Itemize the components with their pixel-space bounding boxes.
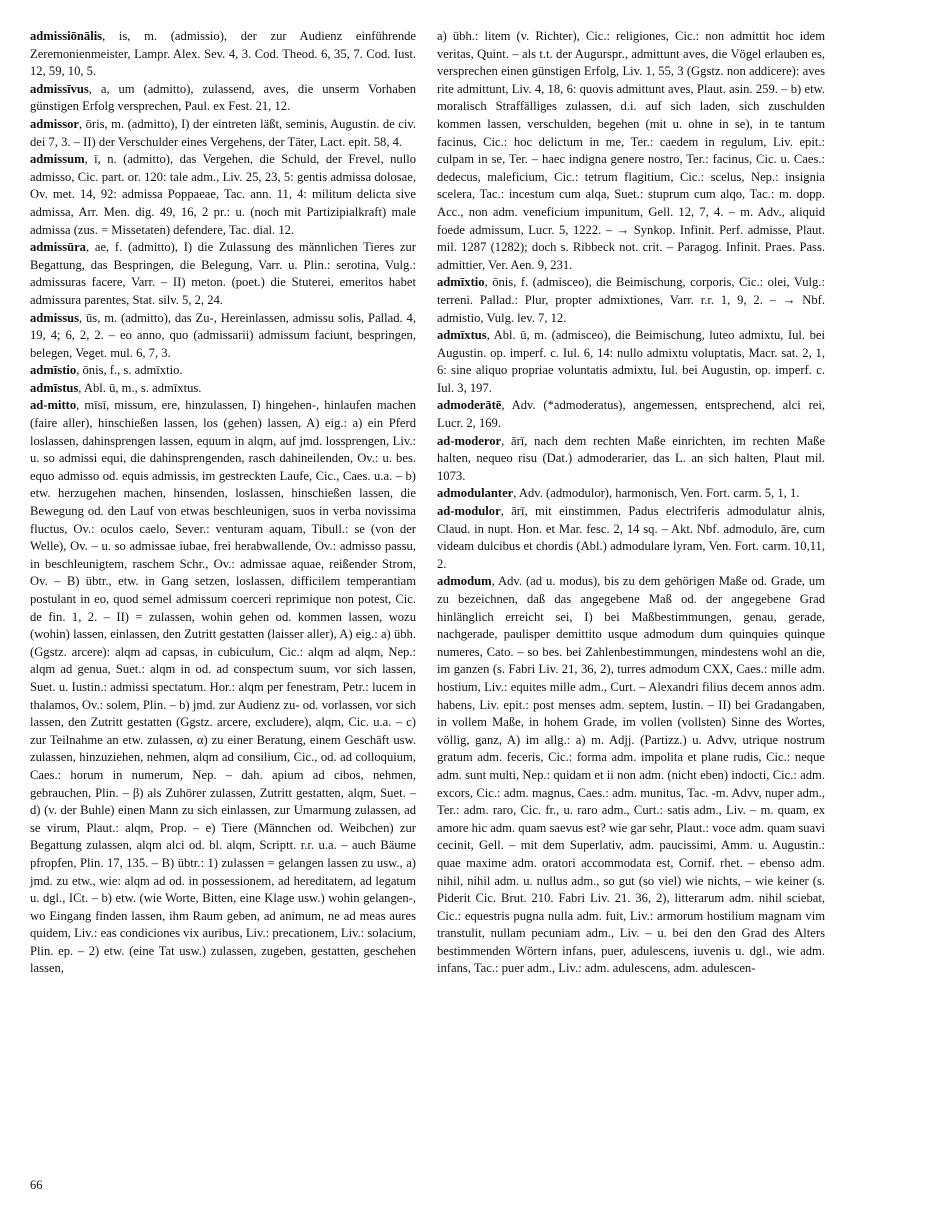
page-number: 66	[30, 1178, 43, 1192]
entry-headword: admissīvus	[30, 81, 89, 96]
entry-headword: admīstio	[30, 363, 77, 378]
entry-headword: admoderātē	[437, 398, 502, 413]
entry-text: , Adv. (ad u. modus), bis zu dem gehörigen Maße od. Grade, um zu bezeichnen, daß das angegebene Maß od. der angegebene Grad hinlänglich erreicht sei, I) bei Maßbestimmungen, genau, gerade, nachgerade, paulisper demittito usque admodum dum quinquies quinque numeres, Cato. – so bes. bei Zahlenbestimmungen, mindestens wohl an die, im ganzen (s. Fabri Liv. 21, 36, 2), turres admodum CXX, Caes.: mille adm. hostium, Liv.: equites mille adm., Curt. – Alexandri filius decem annos adm. habens, Liv. epit.: post menses adm. septem, Iustin. – II) bei Gradangaben, in vollem Maße, in hohem Grade, im vollen (vollsten) Sinne des Wortes, völlig, ganz, A) im allg.: a) m. Adjj. (Partizz.) u. Advv, utrique nostrum gratum adm. feceris, Cic.: forma adm. impolita et plane rudis, Cic.: neque adm. sunt multi, Nep.: quidam et ii non adm. (nicht eben) indocti, Cic.: adm. excors, Cic.: adm. magnus, Caes.: adm. munitus, Tac. -m. Advv, nuper adm., Ter.: adm. raro, Cic. fr., u. raro adm., Curt.: satis adm., Liv. – m. quam, ex amore hic adm. quam saevus est? wie gar sehr, Plaut.: voce adm. quam suavi cecinit, Gell. – mit dem Superlativ, adm. paucissimi, Amm. u. Augustin.: quae maxime adm. oratori accommodata est, Cornif. rhet. – ebenso adm. nihil, nihil adm. u. nullus adm., so gut (so viel) wie nichts, – wie keiner (s. Piderit Cic. Brut. 210. Fabri Liv. 21. 36, 2), litterarum adm. nihil sciebat, Cic.: equestris pugna nulla adm. fuit, Liv.: armorum hostilium magnam vim transtulit, nullam pecuniam adm., Liv. – u. bei den den Grad des Alters bestimmenden Wörtern infans, puer, adulescens, iuvenis u. dgl., wie adm. infans, Tac.: puer adm., Liv.: adm. adulescens, adm. adulescen-	[437, 574, 825, 976]
entry-headword: admīxtus	[437, 328, 487, 343]
dictionary-entry	[30, 81, 416, 116]
dictionary-entry	[30, 362, 416, 380]
dictionary-entry	[30, 28, 416, 81]
dictionary-entry	[30, 151, 416, 239]
entry-headword: admissor	[30, 116, 79, 131]
right-column	[437, 28, 825, 978]
dictionary-entry	[30, 116, 416, 151]
entry-text: , ōris, m. (admitto), I) der eintreten läßt, seminis, Augustin. de civ. dei 7, 3. – II) der Verschulder eines Vergehens, der Täter, Lact. epit. 58, 4.	[30, 116, 416, 149]
entry-headword: ad-modulor	[437, 504, 501, 519]
dictionary-entry	[30, 310, 416, 363]
entry-text: , Adv. (*admoderatus), angemessen, entsprechend, alci rei, Lucr. 2, 169.	[437, 398, 825, 431]
dictionary-entry	[30, 380, 416, 398]
dictionary-entry	[30, 239, 416, 309]
entry-text: , ōnis, f. (admisceo), die Beimischung, corporis, Cic.: olei, Vulg.: terreni. Pallad.: Plur, propter admixtiones, Varr. r.r. 1, 9, 2. – → Nbf. admistio, Vulg. lev. 7, 12.	[437, 275, 825, 325]
entry-text: , a, um (admitto), zulassend, aves, die unserm Vorhaben günstigen Erfolg versprechen, Paul. ex Fest. 21, 12.	[30, 81, 416, 114]
entry-headword: admissūra	[30, 240, 86, 255]
dictionary-entry	[437, 28, 825, 274]
entry-text: , ūs, m. (admitto), das Zu-, Hereinlassen, admissu solis, Pallad. 4, 19, 4; 6, 2, 2. – eo anno, quo (admissarii) admissum faciunt, bespringen, belegen, Veget. mul. 6, 7, 3.	[30, 310, 416, 360]
entry-headword: admodum	[437, 574, 492, 589]
entry-headword: admissum	[30, 152, 85, 167]
entry-headword: admissiōnālis	[30, 29, 103, 43]
entry-text: a) übh.: litem (v. Richter), Cic.: religiones, Cic.: non admittit hoc idem veritas, Quint. – als t.t. der Augurspr., admittunt aves, die Vögel erlauben es, versprechen einen günstigen Erfolg, Liv. 1, 55, 3 (Ggstz. non addicere): aves rite admittunt, Liv. 4, 18, 6: quovis admittunt aves, Plaut. asin. 259. – b) etw. moralisch Straffälliges zulassen, d.i. auf sich laden, sich zuschulden kommen lassen, verschulden, begehen (mit u. ohne in se), in te tantum facinus, Cic.: hoc delictum in me, Ter.: caedem in regulum, Liv. epit.: culpam in se, Ter. – haec indigna genere nostro, Ter.: facinus, Cic. u. Caes.: dedecus, maleficium, Cic.: tetrum flagitium, Cic.: scelus, Nep.: insignia scelera, Tac.: incestum cum alqa, Suet.: stuprum cum alqo, Tac.: m. dopp. Acc., non adm. veneficium impunitum, Gell. 12, 7, 4. – m. Adv., aliquid foede admissum, Lucr. 5, 1222. – → Synkop. Infinit. Perf. admisse, Plaut. mil. 1287 (1282); doch s. Ribbeck not. crit. – Paragog. Infinit. Praes. Pass. admittier, Ver. Aen. 9, 231.	[437, 29, 825, 272]
entry-text: , Abl. ū, m. (admisceo), die Beimischung, luteo admixtu, Iul. bei Augustin. op. imperf. c. Iul. 6, 14: nullo admixtu voluptatis, Macr. sat. 2, 1, 6: sine aliquo propriae voluntatis admixtu, Iul. bei Augustin, op. imperf. c. Iul. 3, 197.	[437, 328, 825, 395]
dictionary-entry	[30, 397, 416, 978]
entry-headword: admodulanter	[437, 486, 514, 501]
entry-text: , is, m. (admissio), der zur Audienz einführende Zeremonienmeister, Lampr. Alex. Sev. 4, 3. Cod. Theod. 6, 35, 7. Cod. Iust. 12, 59, 10, 5.	[30, 29, 416, 79]
entry-text: , Adv. (admodulor), harmonisch, Ven. Fort. carm. 5, 1, 1.	[513, 486, 800, 501]
dictionary-entry	[437, 327, 825, 397]
entry-text: , ī, n. (admitto), das Vergehen, die Schuld, der Frevel, nullo admisso, Cic. part. or. 120: tale adm., Liv. 25, 23, 5: gentis admissa dolosae, Ov. met. 14, 92: admissa Poppaeae, Tac. ann. 11, 4: militum delicta sive admissa, Arr. Men. dig. 49, 16, 2 pr.: u. (noch mit Partizipialkraft) male admissa (zus. = Missetaten) defendere, Tac. dial. 12.	[30, 152, 416, 237]
entry-text: , Abl. ū, m., s. admīxtus.	[78, 380, 202, 395]
entry-headword: admissus	[30, 310, 79, 325]
dictionary-entry	[437, 485, 825, 503]
entry-headword: ad-mitto	[30, 398, 77, 413]
entry-text: , ae, f. (admitto), I) die Zulassung des männlichen Tieres zur Begattung, das Bespringen, die Belegung, Varr. u. Plin.: serotina, Vulg.: admissuras facere, Varr. – II) meton. (poet.) die Stuterei, emeritos habet admissura parentes, Stat. silv. 5, 2, 24.	[30, 240, 416, 307]
dictionary-entry	[437, 433, 825, 486]
entry-headword: admīxtio	[437, 275, 485, 290]
dictionary-entry	[437, 274, 825, 327]
entry-text: , ārī, nach dem rechten Maße einrichten, im rechten Maße halten, nequeo risu (Dat.) admoderarier, das L. an sich halten, Plaut mil. 1073.	[437, 433, 825, 483]
entry-text: , mīsī, missum, ere, hinzulassen, I) hingehen-, hinlaufen machen (faire aller), hinschießen lassen, los (gehen) lassen, A) eig.: a) ein Pferd loslassen, dahinsprengen lassen, equum in alqm, auf jmd. lossprengen, Liv.: u. so admissi equi, die dahinsprengenden, rasch dahineilenden, Ov.: u. bes. equo admisso od. equis admissis, im gestreckten Laufe, Cic., Caes. u.a. – b) etw. herzugehen machen, hinsenden, loslassen, hinschießen lassen, die Bewegung od. den Lauf von etwas beschleunigen, suos in verba novissima fluctus, Ov.: oculos caelo, Sever.: venturam aquam, Tibull.: se (von der Welle), Ov. – u. so admissae iubae, frei herabwallende, Ov.: admisso passu, in beschleunigtem, raschem Schr., Ov.: admissae aquae, reißender Strom, Ov. – B) übtr., etw. in Gang setzen, loslassen, difficilem temperantiam postulant in eo, quod semel admissum coerceri reprimique non potest, Cic. de fin. 1, 2. – II) = zulassen, wohin gehen od. kommen lassen, wozu (wohin) lassen, einlassen, den Zutritt gestatten (laisser aller), A) eig.: a) übh. (Ggstz. arcere): alqm ad capsas, in cubiculum, Cic.: alqm ad alqm, Nep.: alqm ad genua, Suet.: alqm in od. ad conspectum suum, vor sich lassen, Suet. u. Iustin.: admissi spectatum. Hor.: alqm per fenestram, Petr.: lucem in thalamos, Ov.: solem, Plin. – b) jmd. zur Audienz zu- od. vorlassen, vor sich lassen, den Zutritt gestatten (Ggstz. arcere, excludere), alqm, Cic. u.a. – c) zur Teilnahme an etw. zulassen, α) zu einer Beratung, einem Geschäft usw. zulassen, hinzuziehen, nehmen, alqm ad consilium, Cic., od. ad colloquium, Caes.: horum in numerum, Nep. – dah. apium ad cibos, nehmen, gebrauchen, Plin. – β) als Zuhörer zulassen, Zutritt gestatten, alqm, Suet. – d) (v. der Buhle) einen Mann zu sich einlassen, zur Umarmung zulassen, ad se virum, Plaut.: alqm, Prop. – e) Tiere (Männchen od. Weibchen) zur Begattung zulassen, alqm alci od. bl. alqm, Scriptt. r.r. u.a. – auch Bäume pfropfen, Plin. 17, 135. – B) übtr.: 1) zulassen = gelangen lassen zu usw., a) jmd. zu etw., wie: alqm ad od. in possessionem, ad hereditatem, ad legatum u. dgl., ICt. – b) etw. (wie Worte, Bitten, eine Klage usw.) wohin gelangen-, wo Eingang finden lassen, ihm Raum geben, ad animum, ne ad meas aures quidem, Liv.: eas condiciones vix auribus, Liv.: precationem, Liv.: solacium, Plin. ep. – 2) etw. (eine Tat usw.) zulassen, zugeben, gestatten, geschehen lassen,	[30, 398, 416, 976]
entry-headword: admīstus	[30, 380, 79, 395]
dictionary-entry	[437, 503, 825, 573]
entry-text: , ārī, mit einstimmen, Padus electriferis admodulatur alnis, Claud. in nupt. Hon. et Mar. fesc. 2, 14 sq. – Akt. Nbf. admodulo, āre, cum videam dulcibus et chordis (Abl.) admodulare lyram, Ven. Fort. carm. 10,11, 2.	[437, 504, 825, 571]
entry-headword: ad-moderor	[437, 433, 502, 448]
dictionary-entry	[437, 397, 825, 432]
left-column	[30, 28, 416, 978]
entry-text: , ōnis, f., s. admīxtio.	[76, 363, 183, 378]
dictionary-entry	[437, 573, 825, 978]
